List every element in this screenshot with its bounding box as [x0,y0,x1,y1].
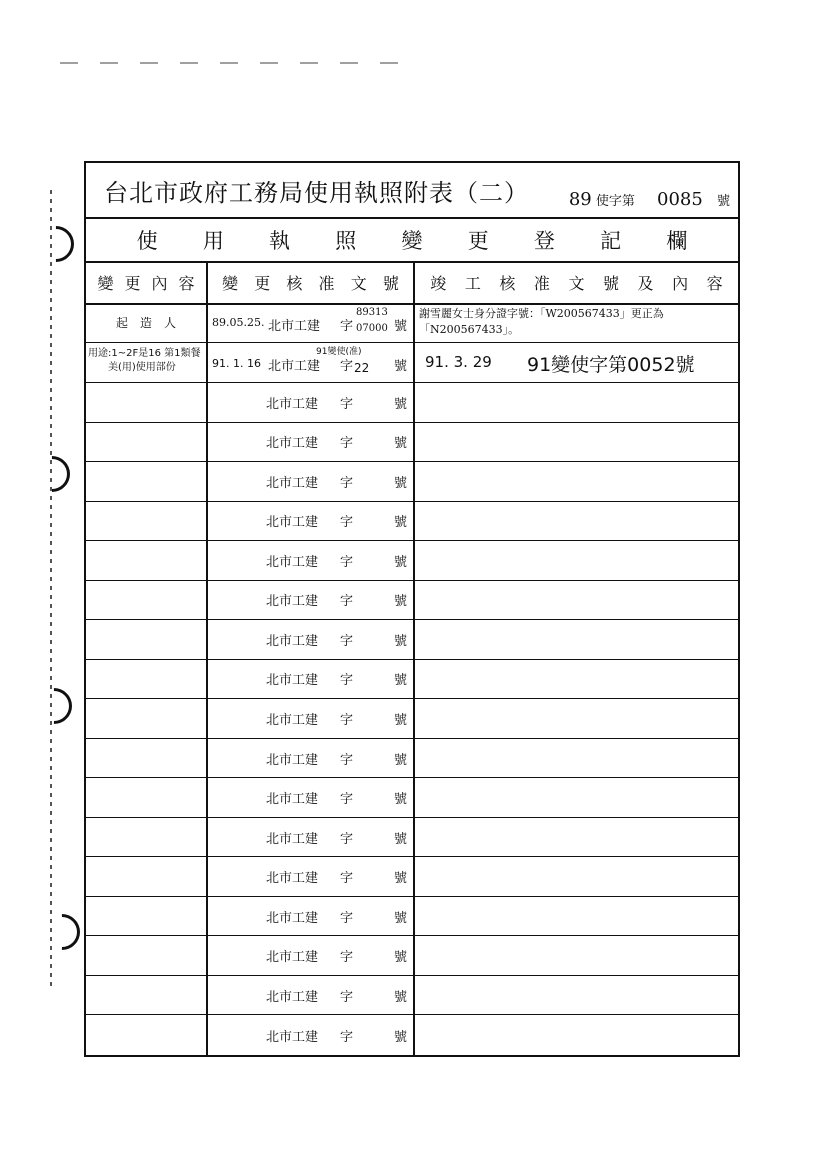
approval-hao: 號 [394,515,408,531]
binder-hole-1 [31,219,82,270]
table-row [86,1015,738,1055]
band-char: 執 [269,229,291,253]
header-completion-doc: 竣 工 核 准 文 號 及 內 容 [430,273,723,293]
change-content-line1: 用途:1~2F是16 第1類餐 [88,348,201,359]
column-headers [86,261,738,305]
band-char: 登 [533,229,555,253]
cell-completion [415,620,738,659]
permit-serial: 0085 [657,189,703,210]
approval-bureau: 北市工建 [266,436,319,452]
table-row [86,857,738,897]
cell-approval-doc [208,778,415,817]
approval-zi-handwritten: 91變使(准) [316,347,362,357]
approval-zi: 字 [340,554,354,570]
cell-completion [415,1015,738,1055]
approval-bureau: 北市工建 [266,633,319,649]
approval-zi: 字 [340,515,354,531]
approval-hao: 號 [394,910,408,926]
approval-zi: 字 [340,712,354,728]
cell-change-content [86,620,208,659]
cell-approval-doc [208,1015,415,1055]
cell-approval-doc [208,739,415,778]
approval-bureau: 北市工建 [266,396,319,412]
cell-approval-doc [208,936,415,975]
cell-completion [415,778,738,817]
approval-zi: 字 [340,792,354,808]
band-char: 更 [467,229,489,253]
cell-change-content [86,502,208,541]
cell-change-content [86,739,208,778]
top-scan-marks [60,62,420,64]
section-band [86,217,738,263]
approval-zi: 字 [340,475,354,491]
table-row [86,383,738,423]
approval-hao: 號 [394,633,408,649]
approval-bureau: 北市工建 [266,989,319,1005]
cell-approval-doc [208,423,415,462]
cell-change-content [86,541,208,580]
approval-zi: 字 [340,436,354,452]
cell-change-content [86,897,208,936]
header-change-content: 變 更 內 容 [86,261,208,303]
cell-completion [415,303,738,342]
table-row [86,620,738,660]
approval-bureau: 北市工建 [266,831,319,847]
binder-hole-3 [29,681,80,732]
form-title: 台北市政府工務局使用執照附表（二） [104,179,529,207]
cell-completion [415,936,738,975]
register-rows [86,303,738,1055]
approval-hao: 號 [394,871,408,887]
table-row [86,502,738,542]
approval-zi: 字 [340,633,354,649]
approval-zi: 字 [340,910,354,926]
cell-approval-doc [208,541,415,580]
approval-zi: 字 [340,359,354,374]
band-char: 欄 [666,229,688,253]
cell-change-content [86,581,208,620]
approval-docno: 22 [354,361,370,375]
cell-change-content [86,699,208,738]
table-row [86,462,738,502]
cell-approval-doc [208,818,415,857]
cell-change-content [86,660,208,699]
cell-completion [415,897,738,936]
table-row [86,303,738,343]
approval-zi: 字 [340,950,354,966]
approval-bureau: 北市工建 [268,319,321,334]
completion-doc: 91變使字第0052號 [527,354,695,376]
cell-completion [415,739,738,778]
approval-hao: 號 [394,475,408,491]
table-row [86,818,738,858]
approval-docno-top: 89313 [356,307,388,318]
approval-hao: 號 [394,792,408,808]
permit-appendix-form [84,161,740,1057]
cell-change-content [86,303,208,342]
approval-bureau: 北市工建 [266,594,319,610]
band-char: 用 [202,229,224,253]
cell-approval-doc [208,857,415,896]
approval-zi: 字 [340,319,354,334]
change-content-line2: 美(用)使用部份 [108,362,176,373]
approval-bureau: 北市工建 [266,752,319,768]
approval-hao: 號 [394,1029,408,1045]
cell-approval-doc [208,620,415,659]
approval-zi: 字 [340,752,354,768]
cell-completion [415,660,738,699]
approval-hao: 號 [394,673,408,689]
table-row [86,897,738,937]
approval-zi: 字 [340,1029,354,1045]
approval-bureau: 北市工建 [266,515,319,531]
approval-bureau: 北市工建 [266,910,319,926]
cell-change-content [86,976,208,1015]
header-approval-doc: 變 更 核 准 文 號 [208,261,415,303]
cell-change-content [86,423,208,462]
approval-hao: 號 [394,831,408,847]
permit-suffix: 號 [716,194,730,209]
approval-date: 91. 1. 16 [212,357,261,370]
table-row [86,541,738,581]
approval-zi: 字 [340,831,354,847]
approval-bureau: 北市工建 [266,673,319,689]
cell-approval-doc [208,502,415,541]
cell-completion [415,462,738,501]
cell-completion [415,581,738,620]
binder-hole-2 [27,449,78,500]
cell-completion [415,383,738,422]
cell-completion [415,699,738,738]
approval-bureau: 北市工建 [266,792,319,808]
section-band-text [86,225,738,255]
approval-zi: 字 [340,989,354,1005]
completion-date: 91. 3. 29 [425,353,492,371]
permit-number [569,189,730,210]
cell-change-content [86,936,208,975]
cell-change-content [86,462,208,501]
cell-approval-doc [208,303,415,342]
table-row [86,581,738,621]
approval-hao: 號 [394,950,408,966]
approval-bureau: 北市工建 [266,871,319,887]
approval-hao: 號 [394,554,408,570]
cell-approval-doc [208,660,415,699]
cell-approval-doc [208,581,415,620]
approval-hao: 號 [394,752,408,768]
cell-completion [415,857,738,896]
approval-bureau: 北市工建 [268,359,321,374]
table-row [86,660,738,700]
completion-text: 謝雪麗女士身分證字號：「W200567433」更正為「N200567433」。 [419,307,664,336]
table-row [86,343,738,383]
approval-hao: 號 [394,359,408,374]
cell-approval-doc [208,897,415,936]
cell-completion [415,502,738,541]
approval-zi: 字 [340,594,354,610]
change-content-text: 起 造 人 [115,316,176,330]
approval-hao: 號 [394,712,408,728]
cell-change-content [86,818,208,857]
table-row [86,699,738,739]
cell-change-content [86,383,208,422]
cell-change-content [86,857,208,896]
title-row [86,163,738,219]
approval-hao: 號 [394,989,408,1005]
table-row [86,739,738,779]
binder-hole-4 [37,907,88,958]
approval-docno-bottom: 07000 [356,323,388,334]
cell-change-content [86,343,208,382]
approval-zi: 字 [340,396,354,412]
cell-approval-doc [208,343,415,382]
approval-hao: 號 [394,436,408,452]
cell-completion [415,541,738,580]
table-row [86,423,738,463]
approval-zi: 字 [340,871,354,887]
approval-hao: 號 [394,594,408,610]
band-char: 記 [600,229,622,253]
cell-change-content [86,778,208,817]
approval-bureau: 北市工建 [266,712,319,728]
cell-approval-doc [208,976,415,1015]
permit-year: 89 [568,189,592,210]
table-row [86,778,738,818]
cell-completion [415,423,738,462]
cell-completion [415,976,738,1015]
cell-approval-doc [208,462,415,501]
cell-approval-doc [208,383,415,422]
approval-zi: 字 [340,673,354,689]
cell-change-content [86,1015,208,1055]
cell-completion [415,818,738,857]
band-char: 照 [335,229,357,253]
table-row [86,936,738,976]
band-char: 變 [401,229,423,253]
approval-hao: 號 [394,319,408,334]
band-char: 使 [136,229,158,253]
approval-date: 89.05.25. [212,316,265,329]
margin-dash-line [50,190,52,990]
cell-approval-doc [208,699,415,738]
cell-completion [415,343,738,382]
approval-bureau: 北市工建 [266,475,319,491]
approval-hao: 號 [394,396,408,412]
permit-mid: 使字第 [595,194,635,209]
approval-bureau: 北市工建 [266,554,319,570]
approval-bureau: 北市工建 [266,1029,319,1045]
table-row [86,976,738,1016]
approval-bureau: 北市工建 [266,950,319,966]
